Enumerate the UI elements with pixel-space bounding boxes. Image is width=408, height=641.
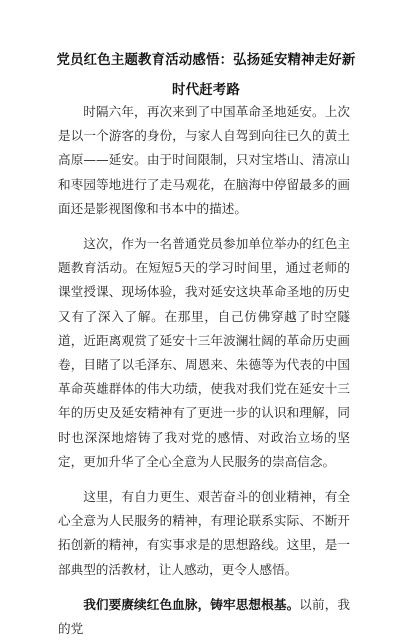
paragraph-4-text: 以前，我的党 [58, 596, 351, 637]
document-body [58, 100, 350, 641]
paragraph-2: 这次，作为一名普通党员参加单位举办的红色主题教育活动。在短短5天的学习时间里，通过老师的课堂授课、现场体验，我对延安这块革命圣地的历史又有了深入了解。在那里，自己仿佛穿越了时空隧道，近距离观赏了延安十三年波澜壮阔的革命历史画卷，目睹了以毛泽东、周恩来、朱德等为代表的中国革命英雄群体的伟大功绩，使我对我们党在延安十三年的历史及延安精神有了更进一步的认识和理解，同时也深深地熔铸了我对党的感情、对政治立场的坚定，更加升华了全心全意为人民服务的崇高信念。 [58, 236, 350, 469]
paragraph-4-lead: 我们要赓续红色血脉，铸牢思想根基。 [83, 596, 300, 612]
paragraph-4 [58, 593, 350, 641]
paragraph-3: 这里，有自力更生、艰苦奋斗的创业精神，有全心全意为人民服务的精神，有理论联系实际、不断开拓创新的精神，有实事求是的思想路线。这里，是一部典型的活教材，让人感动，更令人感悟。 [58, 489, 350, 577]
document-title: 党员红色主题教育活动感悟：弘扬延安精神走好新时代赶考路 [56, 53, 356, 98]
paragraph-1: 时隔六年，再次来到了中国革命圣地延安。上次是以一个游客的身份，与家人自驾到向往已久的黄土高原——延安。由于时间限制，只对宝塔山、清凉山和枣园等地进行了走马观花，在脑海中停留最多的画面还是影视图像和书本中的描述。 [58, 104, 350, 216]
